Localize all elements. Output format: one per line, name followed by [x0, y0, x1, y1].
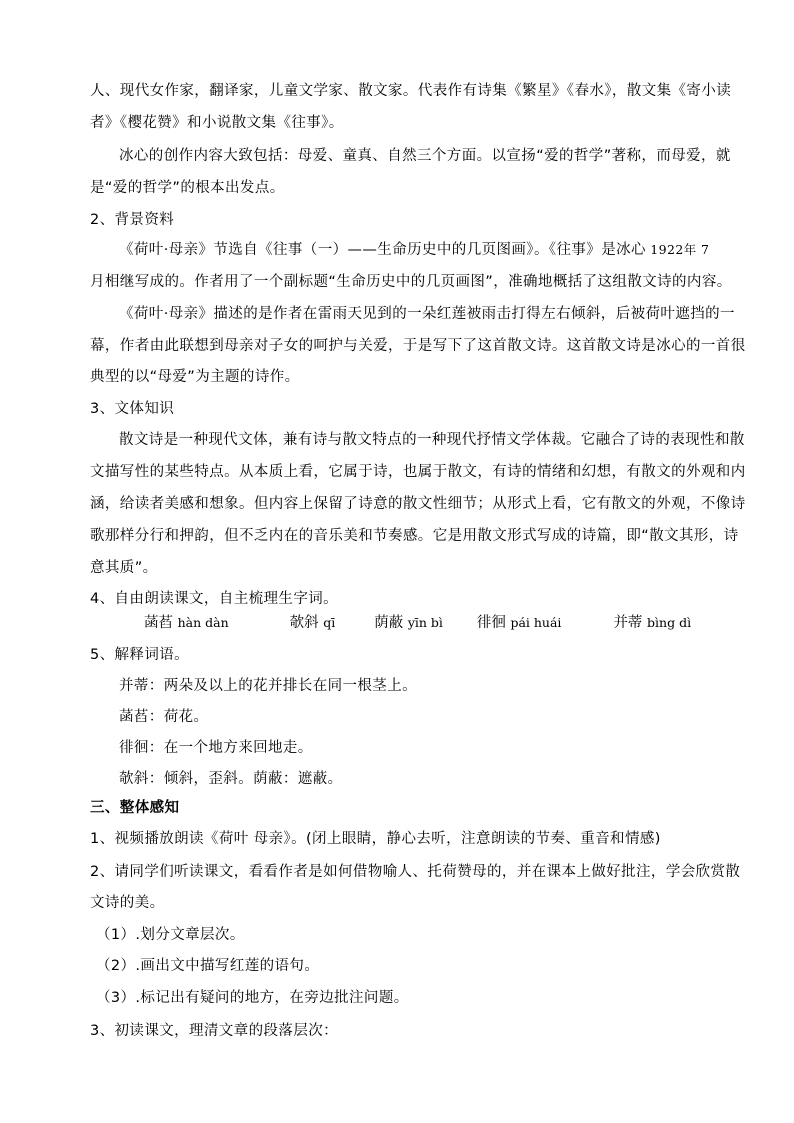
vocab-word: 荫蔽	[374, 615, 404, 631]
vocab-word: 徘徊	[476, 615, 506, 631]
paragraph-line: 月相继写成的。作者用了一个副标题“生命历史中的几页画图”，准确地概括了这组散文诗的内容。	[90, 274, 732, 290]
paragraph-line: 文描写性的某些特点。从本质上看，它属于诗，也属于散文，有诗的情绪和幻想，有散文的外观和内	[90, 464, 746, 480]
vocab-item	[613, 613, 691, 633]
paragraph-line: 是“爱的哲学”的根本出发点。	[90, 180, 285, 196]
section-heading: 2、背景资料	[90, 212, 175, 228]
definition-line: 欹斜：倾斜，歪斜。荫蔽：遮蔽。	[119, 771, 343, 787]
paragraph-line: 涵，给读者美感和想象。但内容上保留了诗意的散文性细节；从形式上看，它有散文的外观，不像诗	[90, 496, 746, 512]
paragraph-text: 1922年 7	[645, 242, 710, 257]
paragraph-line: 2、请同学们听读课文，看看作者是如何借物喻人、托荷赞母的，并在课本上做好批注，学会欣赏散	[90, 864, 741, 880]
vocab-pinyin: yīn bì	[407, 615, 443, 630]
task-item: （2）.画出文中描写红莲的语句。	[96, 958, 320, 974]
vocab-pinyin: pái huái	[510, 615, 562, 630]
vocab-word: 欹斜	[289, 615, 319, 631]
paragraph-line: 3、初读课文，理清文章的段落层次：	[90, 1023, 339, 1039]
vocab-item	[290, 613, 370, 633]
paragraph-line: 意其质”。	[90, 560, 158, 576]
definition-line: 菡萏：荷花。	[119, 709, 209, 725]
vocab-item	[477, 613, 609, 633]
paragraph-line: 者》《樱花赞》和小说散文集《往事》。	[90, 115, 344, 131]
definition-line: 徘徊：在一个地方来回地走。	[119, 740, 313, 756]
task-item: （3）.标记出有疑问的地方，在旁边批注问题。	[96, 990, 409, 1006]
part-heading: 三、整体感知	[90, 800, 180, 816]
vocab-item	[144, 613, 285, 633]
paragraph-line: 《荷叶·母亲》描述的是作者在雷雨天见到的一朵红莲被雨击打得左右倾斜，后被荷叶遮挡的一	[119, 306, 735, 322]
task-item: （1）.划分文章层次。	[96, 927, 245, 943]
paragraph-line: 典型的以“母爱”为主题的诗作。	[90, 369, 300, 385]
vocab-word: 并蒂	[613, 615, 643, 631]
paragraph-line: 散文诗是一种现代文体，兼有诗与散文特点的一种现代抒情文学体裁。它融合了诗的表现性和散	[119, 432, 745, 448]
paragraph-text: 《荷叶·母亲》节选自《往事（一）——生命历史中的几页图画》。《往事》是冰心	[119, 242, 646, 258]
paragraph-line: 人、现代女作家，翻译家，儿童文学家、散文家。代表作有诗集《繁星》《春水》，散文集《寄小读	[90, 83, 732, 99]
paragraph-line: 1、视频播放朗读《荷叶 母亲》。(闭上眼睛，静心去听，注意朗读的节奏、重音和情感)	[90, 831, 661, 847]
section-heading: 4、自由朗读课文，自主梳理生字词。	[90, 591, 339, 607]
paragraph-line: 冰心的创作内容大致包括：母爱、童真、自然三个方面。以宣扬“爱的哲学”著称，而母爱，就	[119, 148, 731, 164]
section-heading: 3、文体知识	[90, 401, 175, 417]
vocab-item	[374, 613, 472, 633]
section-heading: 5、解释词语。	[90, 647, 190, 663]
paragraph-line: 幕，作者由此联想到母亲对子女的呵护与关爱，于是写下了这首散文诗。这首散文诗是冰心的一首很	[90, 338, 746, 354]
paragraph-line: 歌那样分行和押韵，但不乏内在的音乐美和节奏感。它是用散文形式写成的诗篇，即“散文其形，诗	[90, 528, 739, 544]
definition-line: 并蒂：两朵及以上的花并排长在同一根茎上。	[119, 678, 417, 694]
vocab-pinyin: bìng dì	[647, 615, 692, 630]
vocab-word: 菡萏	[144, 615, 173, 631]
vocab-list	[144, 613, 691, 633]
paragraph-line	[119, 240, 709, 260]
vocab-pinyin: qī	[323, 615, 336, 630]
vocab-pinyin: hàn dàn	[177, 615, 229, 630]
paragraph-line: 文诗的美。	[90, 895, 165, 911]
